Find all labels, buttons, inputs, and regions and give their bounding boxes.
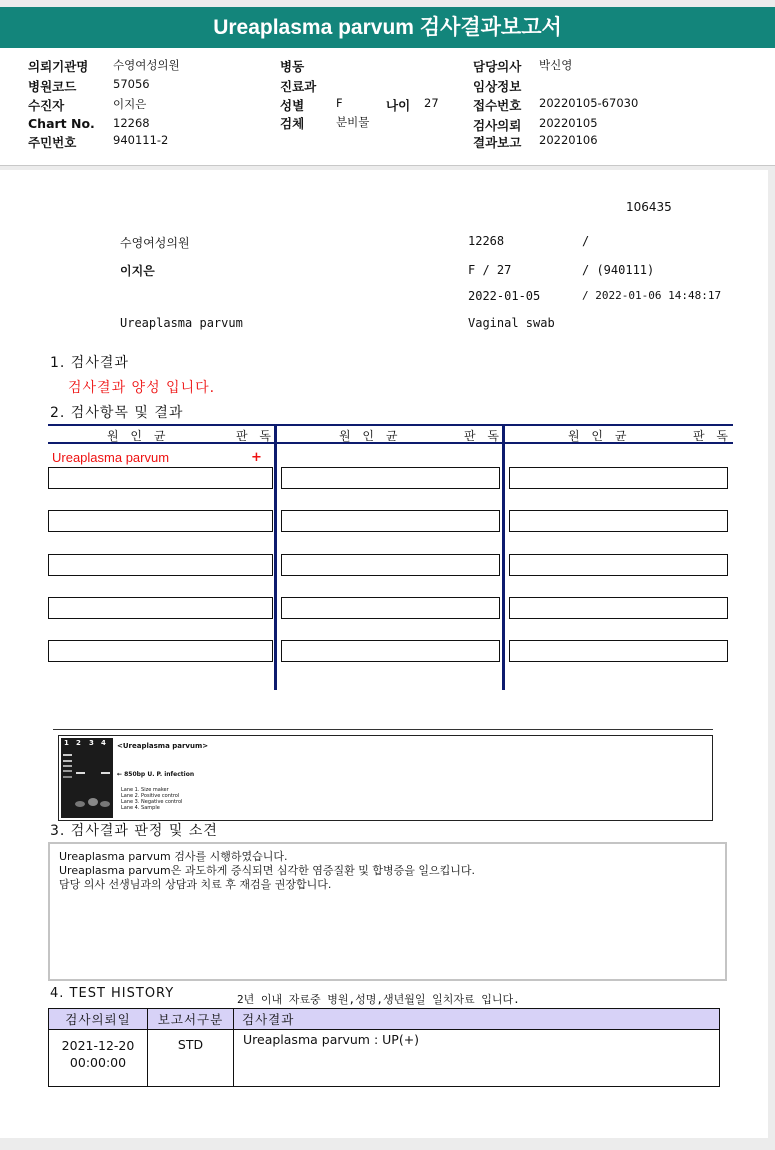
section1-title: 1. 검사결과 (50, 355, 129, 371)
table-column-divider (274, 426, 277, 690)
col-pathogen-header: 원 인 균 (339, 429, 402, 443)
result-cell (281, 640, 500, 662)
history-time: 00:00:00 (69, 1055, 127, 1070)
header-label-request-date: 검사의뢰 (473, 118, 522, 133)
header-label-sex: 성별 (280, 98, 305, 113)
result-cell (509, 640, 728, 662)
result-pathogen: Ureaplasma parvum (52, 450, 170, 465)
gel-image (61, 738, 113, 818)
header-label-clinical-info: 임상정보 (473, 79, 522, 94)
header-label-report-date: 결과보고 (473, 135, 522, 150)
result-cell (509, 597, 728, 619)
gel-lane-label: 1 (64, 739, 69, 747)
result-cell (281, 467, 500, 489)
divider (53, 729, 713, 730)
header-label-clinic: 의뢰기관명 (28, 59, 89, 74)
header-value-report-date: 20220106 (539, 133, 598, 147)
result-cell (281, 510, 500, 532)
history-date: 2021-12-20 (61, 1038, 135, 1053)
col-pathogen-header: 원 인 균 (568, 429, 631, 443)
gel-lane-label: 3 (89, 739, 94, 747)
history-date-cell (49, 1030, 148, 1087)
doc-clinic: 수영여성의원 (120, 236, 190, 250)
result-cell (509, 467, 728, 489)
header-label-doctor: 담당의사 (473, 59, 522, 74)
doc-sex-age: F / 27 (468, 263, 512, 277)
doc-report-datetime: / 2022-01-06 14:48:17 (582, 289, 722, 302)
opinion-box (48, 842, 727, 981)
header-label-age: 나이 (386, 98, 411, 113)
result-cell (48, 597, 273, 619)
history-table (48, 1008, 720, 1087)
opinion-line: Ureaplasma parvum 검사를 시행하였습니다. (59, 850, 288, 863)
header-value-request-date: 20220105 (539, 116, 598, 130)
gel-legend-item: Lane 3. Negative control (121, 799, 183, 805)
section2-title: 2. 검사항목 및 결과 (50, 405, 184, 421)
section1-result: 검사결과 양성 입니다. (68, 380, 216, 396)
header-value-receipt-no: 20220105-67030 (539, 96, 639, 110)
gel-lane-label: 2 (76, 739, 81, 747)
gel-legend-item: Lane 4. Sample (121, 805, 160, 811)
header-value-age: 27 (424, 96, 439, 110)
doc-birth: / (940111) (582, 263, 655, 277)
doc-test-name: Ureaplasma parvum (120, 316, 243, 330)
result-cell (48, 467, 273, 489)
result-cell (281, 597, 500, 619)
gel-legend-item: Lane 1. Size maker (121, 787, 169, 793)
gel-figure (58, 735, 713, 821)
history-note: 2년 이내 자료중 병원,성명,생년월일 일치자료 입니다. (237, 993, 520, 1006)
header-value-hospital-code: 57056 (113, 77, 150, 91)
header-label-resident-no: 주민번호 (28, 135, 77, 150)
table-top-border (48, 424, 733, 426)
header-value-specimen: 분비물 (336, 115, 370, 129)
section4-title: 4. TEST HISTORY (50, 986, 175, 1001)
header-value-clinic: 수영여성의원 (113, 58, 180, 72)
header-label-patient: 수진자 (28, 98, 65, 113)
history-type: STD (148, 1030, 234, 1087)
doc-specimen: Vaginal swab (468, 316, 555, 330)
result-cell (48, 510, 273, 532)
header-value-resident-no: 940111-2 (113, 133, 169, 147)
history-result: Ureaplasma parvum : UP(+) (234, 1030, 720, 1087)
col-judge-header: 판 독 (464, 429, 503, 443)
header-label-receipt-no: 접수번호 (473, 98, 522, 113)
result-cell (509, 510, 728, 532)
report-header (0, 48, 775, 166)
header-value-patient: 이지은 (113, 97, 147, 111)
col-pathogen-header: 원 인 균 (107, 429, 170, 443)
history-header-date: 검사의뢰일 (49, 1009, 148, 1030)
gel-bands (61, 738, 113, 818)
header-label-ward: 병동 (280, 59, 305, 74)
section3-title: 3. 검사결과 판정 및 소견 (50, 823, 218, 839)
result-mark: + (251, 450, 262, 465)
history-header-type: 보고서구분 (148, 1009, 234, 1030)
col-judge-header: 판 독 (236, 429, 275, 443)
header-label-department: 진료과 (280, 79, 317, 94)
opinion-line: Ureaplasma parvum은 과도하게 증식되면 심각한 염증질환 및 합병증을 일으킵니다. (59, 864, 475, 877)
doc-separator: / (582, 234, 590, 248)
header-label-hospital-code: 병원코드 (28, 79, 77, 94)
header-label-specimen: 검체 (280, 116, 305, 131)
gel-band-label: ← 850bp U. P. infection (117, 771, 195, 778)
report-code: 106435 (626, 200, 672, 214)
header-value-sex: F (336, 96, 343, 110)
result-cell (281, 554, 500, 576)
doc-patient-name: 이지은 (120, 264, 155, 278)
header-label-chart-no: Chart No. (28, 116, 95, 131)
col-judge-header: 판 독 (693, 429, 732, 443)
gel-title: <Ureaplasma parvum> (117, 742, 209, 750)
header-value-chart-no: 12268 (113, 116, 150, 130)
gel-lane-label: 4 (101, 739, 106, 747)
report-title: Ureaplasma parvum 검사결과보고서 (0, 7, 775, 48)
opinion-line: 담당 의사 선생님과의 상담과 치료 후 재검을 권장합니다. (59, 878, 332, 891)
history-header-result: 검사결과 (234, 1009, 720, 1030)
table-row (49, 1030, 720, 1087)
report-paper (0, 170, 768, 1138)
header-value-doctor: 박신영 (539, 58, 573, 72)
table-column-divider (502, 426, 505, 690)
doc-request-date: 2022-01-05 (468, 289, 541, 303)
doc-chart-no: 12268 (468, 234, 505, 248)
gel-legend-item: Lane 2. Positive control (121, 793, 180, 799)
result-cell (509, 554, 728, 576)
result-cell (48, 554, 273, 576)
result-cell (48, 640, 273, 662)
